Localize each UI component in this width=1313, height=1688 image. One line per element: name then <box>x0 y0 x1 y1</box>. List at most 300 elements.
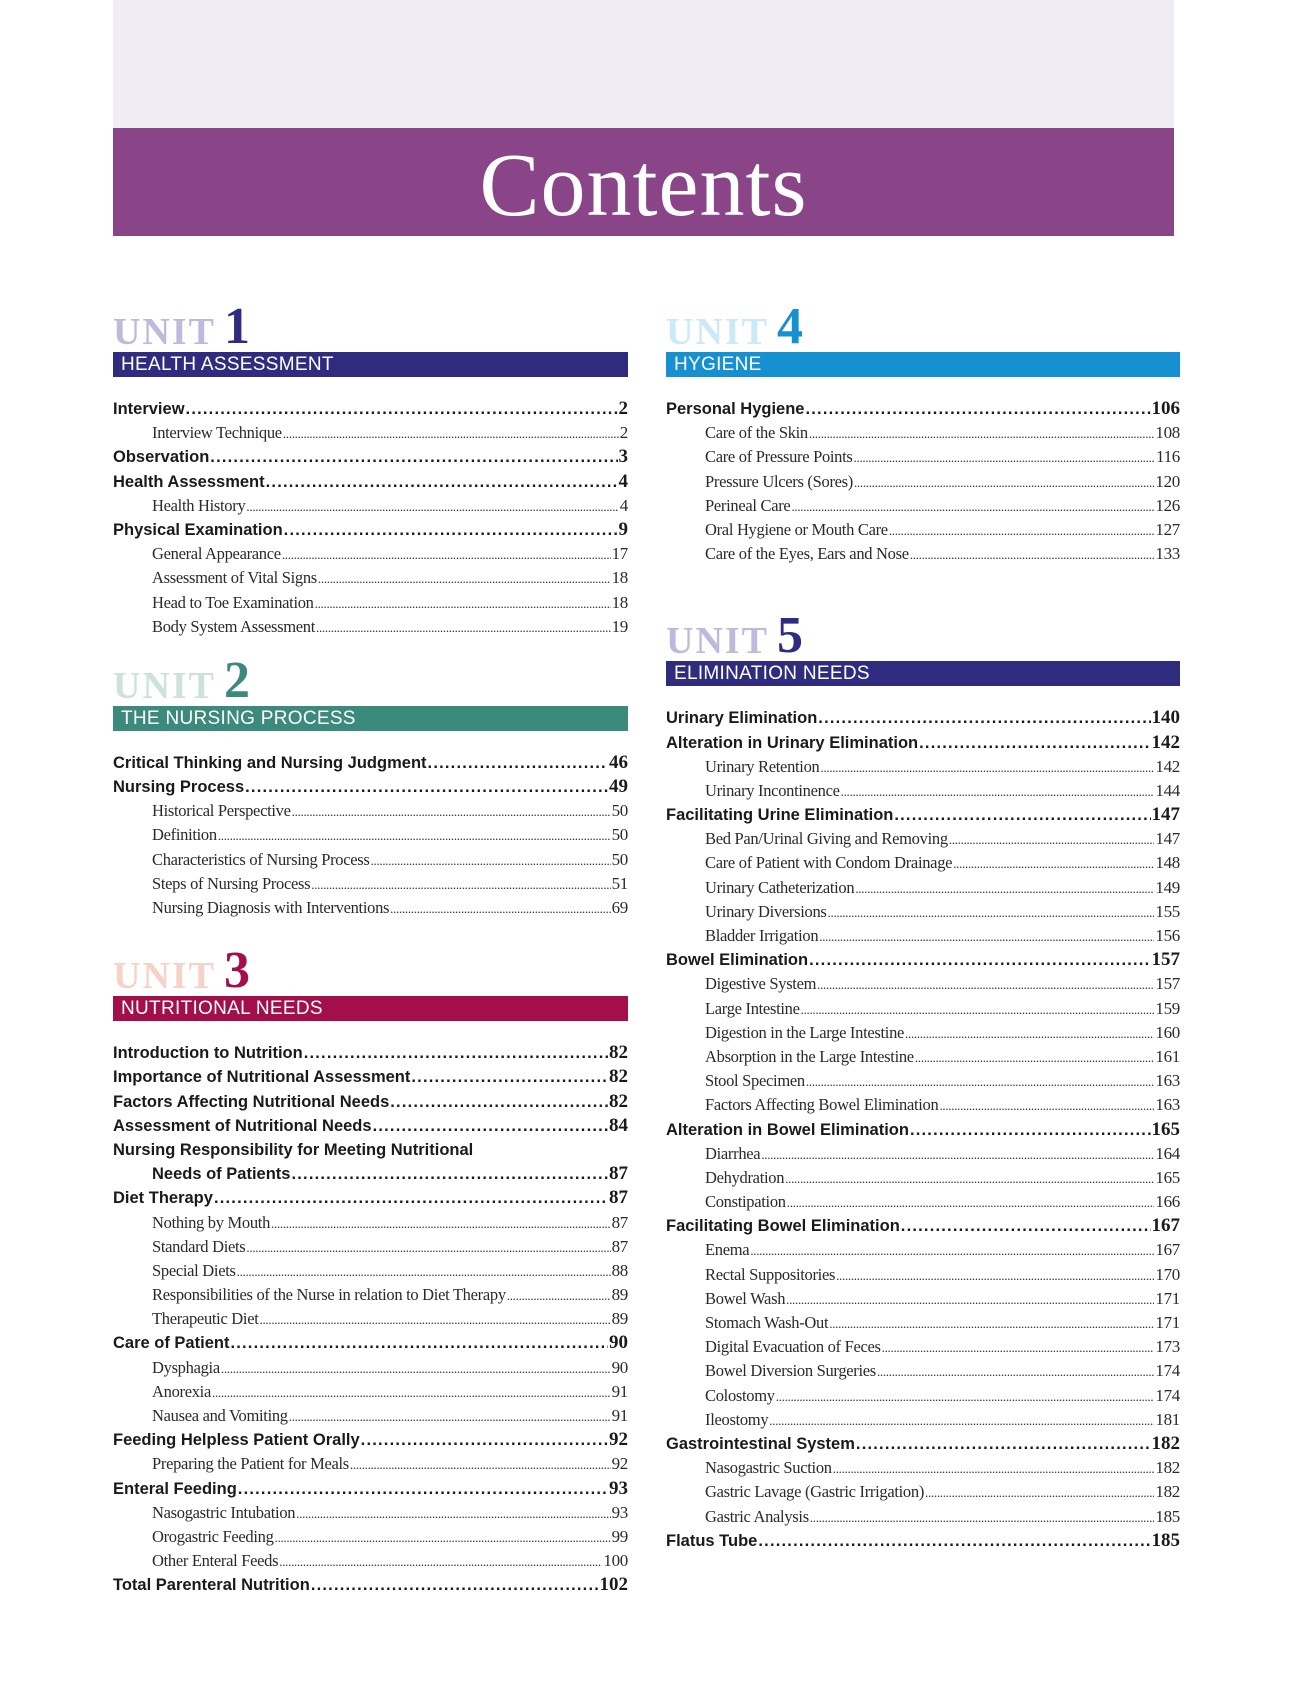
dot-leader <box>266 470 618 494</box>
toc-subentry[interactable] <box>666 542 1180 566</box>
dot-leader <box>761 1143 1154 1166</box>
dot-leader <box>877 1360 1154 1383</box>
dot-leader <box>212 1381 611 1404</box>
entry-title: Health Assessment <box>113 472 265 491</box>
page-number: 182 <box>1151 1432 1180 1454</box>
page-number: 3 <box>618 446 628 468</box>
entry-title: Dysphagia <box>152 1357 220 1377</box>
entry-title: Anorexia <box>152 1381 211 1401</box>
dot-leader <box>854 471 1154 494</box>
dot-leader <box>939 1094 1154 1117</box>
toc-subentry[interactable] <box>666 755 1180 779</box>
dot-leader <box>889 519 1155 542</box>
page-number: 144 <box>1155 780 1180 800</box>
page-number: 170 <box>1155 1264 1180 1284</box>
unit-4-header <box>666 300 1180 377</box>
page-number: 87 <box>609 1187 628 1209</box>
dot-leader <box>296 1502 610 1525</box>
toc-subentry[interactable] <box>666 924 1180 948</box>
dot-leader <box>373 1114 608 1138</box>
entry-title: Physical Examination <box>113 520 283 539</box>
dot-leader <box>854 446 1155 469</box>
dot-leader <box>953 852 1154 875</box>
unit-heading-bar: HEALTH ASSESSMENT <box>113 352 628 377</box>
toc-subentry[interactable] <box>113 799 628 823</box>
entry-title: Urinary Incontinence <box>705 780 840 800</box>
entry-title: Interview <box>113 400 185 418</box>
entry-title: Ileostomy <box>705 1409 769 1429</box>
toc-subentry[interactable] <box>666 997 1180 1021</box>
entry-title: Standard Diets <box>152 1236 246 1256</box>
page-number: 108 <box>1155 423 1180 443</box>
entry-title: Alteration in Urinary Elimination <box>666 733 919 752</box>
toc-subentry[interactable] <box>113 1259 628 1283</box>
toc-subentry[interactable] <box>666 1456 1180 1480</box>
toc-entry[interactable] <box>113 1573 628 1597</box>
page-number: 19 <box>611 616 628 636</box>
toc-subentry[interactable] <box>666 1359 1180 1383</box>
toc-entry[interactable] <box>666 397 1180 421</box>
dot-leader <box>315 592 611 615</box>
page-number: 84 <box>609 1114 628 1136</box>
entry-title: Other Enteral Feeds <box>152 1551 279 1571</box>
page-number: 9 <box>618 518 628 540</box>
toc-subentry[interactable] <box>113 1283 628 1307</box>
page-number: 165 <box>1151 1118 1180 1140</box>
entry-title: Nothing by Mouth <box>152 1212 271 1232</box>
entry-title: Critical Thinking and Nursing Judgment <box>113 753 427 772</box>
unit-word: UNIT <box>666 620 770 663</box>
entry-title: Digestion in the Large Intestine <box>705 1022 905 1042</box>
entry-title: Dehydration <box>705 1167 785 1187</box>
entry-title: Care of Patient with Condom Drainage <box>705 853 953 873</box>
page-number: 164 <box>1155 1143 1180 1163</box>
toc-subentry[interactable] <box>113 1549 628 1573</box>
toc-subentry[interactable] <box>113 1501 628 1525</box>
unit-number: 2 <box>224 651 250 709</box>
dot-leader <box>910 543 1155 566</box>
entry-title: Historical Perspective <box>152 801 291 821</box>
dot-leader <box>282 543 611 566</box>
toc-subentry[interactable] <box>666 1263 1180 1287</box>
dot-leader <box>828 901 1155 924</box>
entry-title: Stomach Wash-Out <box>705 1313 829 1332</box>
toc-subentry[interactable] <box>113 823 628 847</box>
dot-leader <box>806 1070 1155 1093</box>
toc-subentry[interactable] <box>666 494 1180 518</box>
unit-label <box>666 298 1180 355</box>
entry-title: Orogastric Feeding <box>152 1526 274 1546</box>
dot-leader <box>186 397 618 421</box>
dot-leader <box>221 1357 611 1380</box>
dot-leader <box>833 1457 1155 1480</box>
toc-entry[interactable] <box>113 1162 628 1186</box>
page-number: 82 <box>609 1042 628 1064</box>
dot-leader <box>905 1022 1154 1045</box>
unit-label <box>113 298 628 355</box>
dot-leader <box>856 1432 1151 1456</box>
left-column <box>113 300 628 1598</box>
page-number: 157 <box>1155 974 1180 994</box>
toc-subentry[interactable] <box>666 445 1180 469</box>
dot-leader <box>882 1336 1155 1359</box>
dot-leader <box>428 751 608 775</box>
toc-subentry[interactable] <box>113 1525 628 1549</box>
unit-1-section <box>113 300 628 639</box>
toc-entry[interactable] <box>113 1114 628 1138</box>
toc-subentry[interactable] <box>113 1235 628 1259</box>
dot-leader <box>750 1239 1154 1262</box>
entry-title: Personal Hygiene <box>666 400 805 418</box>
unit-label <box>113 651 628 709</box>
dot-leader <box>809 948 1150 972</box>
toc-subentry[interactable] <box>666 1166 1180 1190</box>
toc-subentry[interactable] <box>666 1069 1180 1093</box>
dot-leader <box>791 495 1154 518</box>
toc-subentry[interactable] <box>666 1045 1180 1069</box>
entry-title: Facilitating Bowel Elimination <box>666 1217 900 1236</box>
unit-label <box>666 607 1180 665</box>
dot-leader <box>390 1090 608 1114</box>
page-number: 171 <box>1155 1313 1180 1332</box>
toc-list <box>666 397 1180 566</box>
dot-leader <box>855 877 1154 900</box>
toc-subentry[interactable] <box>666 1287 1180 1311</box>
unit-3-header <box>113 944 628 1021</box>
dot-leader <box>275 1526 611 1549</box>
toc-subentry[interactable] <box>113 615 628 639</box>
page-number: 142 <box>1155 756 1180 776</box>
toc-subentry[interactable] <box>666 1505 1180 1529</box>
dot-leader <box>805 397 1150 421</box>
toc-entry[interactable] <box>666 1118 1180 1142</box>
unit-3-section <box>113 944 628 1597</box>
toc-entry[interactable] <box>113 1186 628 1210</box>
dot-leader <box>291 1162 608 1186</box>
page-number: 149 <box>1155 877 1180 897</box>
page-number: 89 <box>611 1309 628 1329</box>
entry-title: Gastrointestinal System <box>666 1434 855 1453</box>
toc-entry[interactable] <box>113 1138 628 1162</box>
dot-leader <box>785 1167 1154 1190</box>
page-number: 163 <box>1155 1071 1180 1091</box>
entry-title: Large Intestine <box>705 998 800 1018</box>
entry-title: Enema <box>705 1240 750 1260</box>
entry-title: Alteration in Bowel Elimination <box>666 1120 909 1139</box>
entry-title: Urinary Diversions <box>705 901 827 921</box>
toc-subentry[interactable] <box>113 542 628 566</box>
dot-leader <box>283 422 619 445</box>
toc-subentry[interactable] <box>666 518 1180 542</box>
page-number: 157 <box>1151 949 1180 971</box>
toc-entry[interactable] <box>113 1065 628 1089</box>
dot-leader <box>371 849 611 872</box>
dot-leader <box>361 1428 608 1452</box>
page-number: 142 <box>1151 731 1180 753</box>
toc-entry[interactable] <box>113 1331 628 1355</box>
toc-subentry[interactable] <box>113 1356 628 1380</box>
toc-subentry[interactable] <box>666 851 1180 875</box>
page-number: 102 <box>599 1574 628 1596</box>
toc-entry[interactable] <box>666 1214 1180 1238</box>
toc-subentry[interactable] <box>113 1404 628 1428</box>
entry-title: General Appearance <box>152 544 281 564</box>
toc-entry[interactable] <box>666 803 1180 827</box>
dot-leader <box>810 1506 1155 1529</box>
page-number: 82 <box>609 1066 628 1088</box>
entry-title: Assessment of Vital Signs <box>152 568 317 588</box>
toc-entry[interactable] <box>113 445 628 469</box>
page-title: Contents <box>479 135 808 235</box>
toc-subentry[interactable] <box>666 1335 1180 1359</box>
entry-title: Bowel Wash <box>705 1288 786 1308</box>
dot-leader <box>915 1046 1155 1069</box>
entry-title: Bowel Diversion Surgeries <box>705 1361 876 1381</box>
page-number: 88 <box>611 1260 628 1280</box>
entry-title: Nasogastric Suction <box>705 1458 832 1478</box>
toc-entry[interactable] <box>113 1477 628 1501</box>
entry-title: Stool Specimen <box>705 1071 805 1091</box>
page-number: 155 <box>1155 901 1180 921</box>
toc-subentry[interactable] <box>666 1311 1180 1335</box>
toc-subentry[interactable] <box>666 827 1180 851</box>
toc-entry[interactable] <box>113 751 628 775</box>
toc-subentry[interactable] <box>666 972 1180 996</box>
page-number: 120 <box>1155 471 1180 491</box>
page-number: 147 <box>1151 804 1180 826</box>
toc-list <box>113 397 628 639</box>
entry-title: Urinary Elimination <box>666 709 818 728</box>
page-number: 2 <box>618 398 628 419</box>
page-number: 159 <box>1155 998 1180 1018</box>
entry-title: Nursing Process <box>113 778 245 797</box>
dot-leader <box>836 1264 1154 1287</box>
toc-subentry[interactable] <box>113 591 628 615</box>
entry-title: Constipation <box>705 1192 786 1212</box>
toc-subentry[interactable] <box>666 779 1180 803</box>
page-number: 171 <box>1155 1288 1180 1308</box>
dot-leader <box>894 803 1150 827</box>
dot-leader <box>238 1477 608 1501</box>
unit-heading-bar: NUTRITIONAL NEEDS <box>113 996 628 1021</box>
entry-title: Total Parenteral Nutrition <box>113 1576 310 1595</box>
unit-word: UNIT <box>113 955 217 998</box>
page-number: 156 <box>1155 926 1180 945</box>
toc-subentry[interactable] <box>113 1380 628 1404</box>
toc-entry[interactable] <box>113 1090 628 1114</box>
page-number: 82 <box>609 1090 628 1112</box>
toc-list <box>113 751 628 920</box>
page-number: 116 <box>1156 447 1180 467</box>
page-number: 182 <box>1155 1458 1180 1478</box>
entry-title: Flatus Tube <box>666 1531 758 1550</box>
entry-title: Diarrhea <box>705 1143 761 1163</box>
entry-title: Steps of Nursing Process <box>152 873 311 893</box>
entry-title: Nausea and Vomiting <box>152 1406 288 1425</box>
entry-title: Perineal Care <box>705 495 791 515</box>
page-number: 91 <box>611 1406 628 1425</box>
entry-title: Care of Pressure Points <box>705 447 853 467</box>
toc-entry[interactable] <box>113 397 628 421</box>
entry-title: Feeding Helpless Patient Orally <box>113 1431 360 1450</box>
toc-subentry[interactable] <box>666 1142 1180 1166</box>
dot-leader <box>271 1212 611 1235</box>
entry-title: Factors Affecting Bowel Elimination <box>705 1095 939 1115</box>
page-number: 174 <box>1155 1361 1180 1381</box>
page-number: 90 <box>611 1357 628 1377</box>
dot-leader <box>821 756 1155 779</box>
toc-subentry[interactable] <box>666 876 1180 900</box>
dot-leader <box>769 1409 1154 1432</box>
page-number: 163 <box>1155 1095 1180 1115</box>
toc-entry[interactable] <box>113 1041 628 1065</box>
entry-title: Assessment of Nutritional Needs <box>113 1116 372 1135</box>
toc-subentry[interactable] <box>666 1480 1180 1504</box>
unit-5-section <box>666 609 1180 1553</box>
page-number: 99 <box>611 1526 628 1546</box>
entry-title: Gastric Lavage (Gastric Irrigation) <box>705 1482 925 1502</box>
entry-title: Digital Evacuation of Feces <box>705 1337 881 1357</box>
entry-title: Preparing the Patient for Meals <box>152 1454 349 1474</box>
toc-subentry[interactable] <box>666 1384 1180 1408</box>
toc-subentry[interactable] <box>666 470 1180 494</box>
toc-subentry[interactable] <box>113 566 628 590</box>
dot-leader <box>925 1481 1154 1504</box>
page-number: 17 <box>611 544 628 564</box>
unit-2-section <box>113 651 628 920</box>
page-number: 87 <box>611 1236 628 1256</box>
page-number: 18 <box>611 568 628 588</box>
page-number: 148 <box>1155 853 1180 873</box>
entry-title: Care of Patient <box>113 1334 230 1353</box>
page-number: 87 <box>609 1163 628 1185</box>
entry-title: Therapeutic Diet <box>152 1309 259 1329</box>
page-number: 4 <box>618 470 628 492</box>
entry-title: Care of the Eyes, Ears and Nose <box>705 544 909 564</box>
page-number: 160 <box>1155 1022 1180 1042</box>
dot-leader <box>776 1385 1155 1408</box>
unit-number: 4 <box>777 298 803 355</box>
page-number: 185 <box>1155 1506 1180 1526</box>
toc-subentry[interactable] <box>666 1093 1180 1117</box>
dot-leader <box>949 828 1155 851</box>
entry-title: Colostomy <box>705 1385 775 1405</box>
dot-leader <box>411 1065 608 1089</box>
entry-title: Care of the Skin <box>705 423 808 443</box>
page-number: 93 <box>609 1477 628 1499</box>
dot-leader <box>292 800 611 823</box>
entry-title: Oral Hygiene or Mouth Care <box>705 519 888 539</box>
page-number: 161 <box>1155 1046 1180 1066</box>
dot-leader <box>786 1288 1154 1311</box>
dot-leader <box>316 616 611 639</box>
entry-title: Urinary Catheterization <box>705 877 855 897</box>
page-number: 140 <box>1151 707 1180 729</box>
toc-entry[interactable] <box>113 775 628 799</box>
toc-entry[interactable] <box>113 1428 628 1452</box>
toc-entry[interactable] <box>113 470 628 494</box>
unit-2-header <box>113 651 628 731</box>
page-number: 18 <box>611 592 628 612</box>
toc-subentry[interactable] <box>113 1307 628 1331</box>
toc-subentry[interactable] <box>113 896 628 920</box>
dot-leader <box>901 1214 1151 1238</box>
toc-subentry[interactable] <box>113 1452 628 1476</box>
toc-entry[interactable] <box>666 1432 1180 1456</box>
page-number: 100 <box>603 1551 628 1571</box>
toc-entry[interactable] <box>666 1529 1180 1553</box>
unit-number: 1 <box>224 298 250 355</box>
toc-subentry[interactable] <box>666 1238 1180 1262</box>
entry-title: Pressure Ulcers (Sores) <box>705 471 853 491</box>
toc-subentry[interactable] <box>113 494 628 518</box>
toc-entry[interactable] <box>113 518 628 542</box>
dot-leader <box>218 824 611 847</box>
page-number: 93 <box>611 1502 628 1522</box>
toc-subentry[interactable] <box>113 1211 628 1235</box>
page-number: 49 <box>609 776 628 798</box>
page-number: 147 <box>1155 829 1180 849</box>
toc-entry[interactable] <box>666 731 1180 755</box>
entry-title: Bladder Irrigation <box>705 926 819 945</box>
toc-subentry[interactable] <box>113 872 628 896</box>
page-number: 90 <box>609 1332 628 1354</box>
page-number: 50 <box>611 849 628 869</box>
entry-title: Body System Assessment <box>152 616 316 636</box>
header-band <box>113 0 1174 128</box>
dot-leader <box>819 925 1154 948</box>
unit-heading-bar: ELIMINATION NEEDS <box>666 661 1180 686</box>
dot-leader <box>311 873 610 896</box>
toc-subentry[interactable] <box>666 1190 1180 1214</box>
entry-title: Urinary Retention <box>705 756 820 776</box>
dot-leader <box>787 1191 1155 1214</box>
dot-leader <box>246 495 618 518</box>
dot-leader <box>809 422 1155 445</box>
toc-subentry[interactable] <box>666 1021 1180 1045</box>
toc-subentry[interactable] <box>113 848 628 872</box>
unit-word: UNIT <box>666 311 770 353</box>
dot-leader <box>311 1573 599 1597</box>
dot-leader <box>758 1529 1150 1553</box>
page-number: 91 <box>611 1381 628 1401</box>
page-number: 51 <box>611 873 628 893</box>
page-number: 69 <box>611 898 628 917</box>
toc-subentry[interactable] <box>666 421 1180 445</box>
page-number: 167 <box>1155 1240 1180 1260</box>
dot-leader <box>246 1236 610 1259</box>
entry-title: Nursing Responsibility for Meeting Nutritional <box>113 1140 474 1159</box>
toc-entry[interactable] <box>666 706 1180 730</box>
dot-leader <box>260 1308 611 1331</box>
title-banner <box>113 128 1174 236</box>
entry-title: Definition <box>152 825 217 845</box>
toc-subentry[interactable] <box>666 900 1180 924</box>
entry-title: Enteral Feeding <box>113 1479 237 1498</box>
page-number: 174 <box>1155 1385 1180 1405</box>
entry-title: Facilitating Urine Elimination <box>666 806 894 825</box>
dot-leader <box>829 1312 1154 1335</box>
toc-subentry[interactable] <box>113 421 628 445</box>
dot-leader <box>289 1405 611 1428</box>
entry-title: Nursing Diagnosis with Interventions <box>152 898 390 917</box>
toc-subentry[interactable] <box>666 1408 1180 1432</box>
toc-entry[interactable] <box>666 948 1180 972</box>
unit-word: UNIT <box>113 664 217 707</box>
dot-leader <box>817 973 1154 996</box>
dot-leader <box>237 1260 611 1283</box>
unit-label <box>113 942 628 1000</box>
